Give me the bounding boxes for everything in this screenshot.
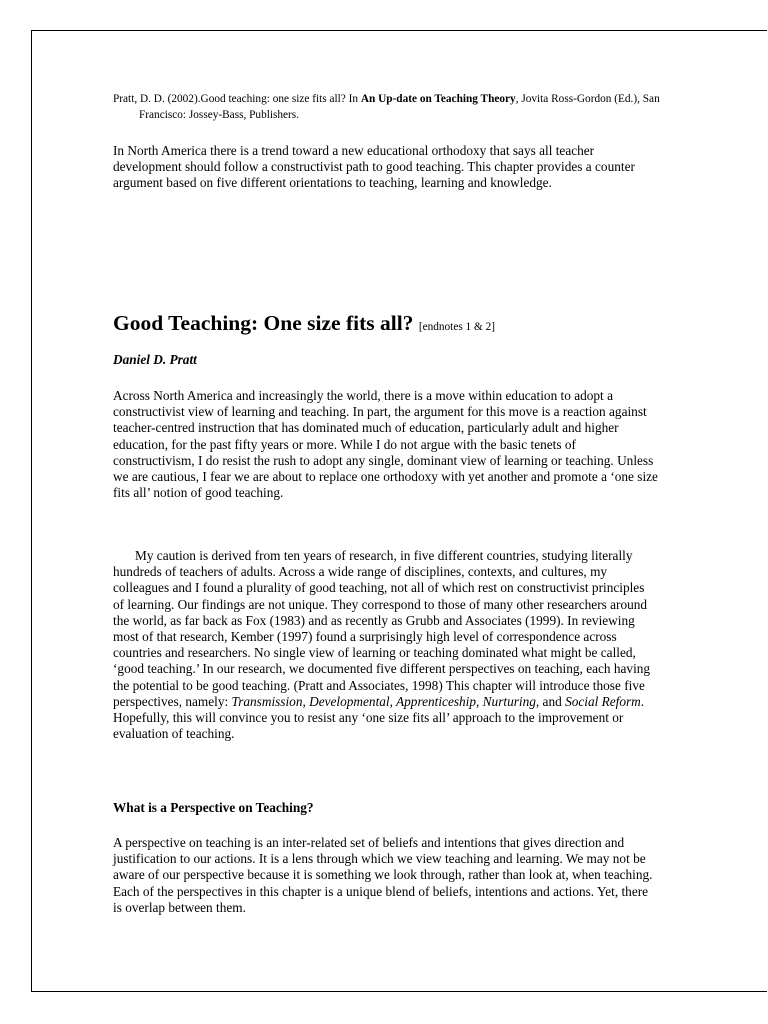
citation — [113, 92, 669, 123]
title-text: Good Teaching: One size fits all? — [113, 311, 414, 335]
perspective-social-reform: Social Reform — [565, 693, 641, 709]
body-paragraph-2 — [113, 548, 658, 742]
perspectives-list: Transmission, Developmental, Apprenticeship, Nurturing, — [231, 693, 540, 709]
intro-paragraph: In North America there is a trend toward a new educational orthodoxy that says all teacher development should follow a constructivist path to good teaching. This chapter provides a counter argument based on five different orientations to teaching, learning and knowledge. — [113, 143, 635, 191]
paragraph2-and: and — [539, 693, 566, 709]
citation-suffix: , Jovita Ross-Gordon (Ed.), San Francisco: Jossey-Bass, Publishers. — [139, 93, 660, 121]
paragraph2-ending: . Hopefully, this will convince you to resist any ‘one size fits all’ approach to the improvement or evaluation of teaching. — [113, 693, 645, 742]
body-paragraph-3: A perspective on teaching is an inter-related set of beliefs and intentions that gives direction and justification to our actions. It is a lens through which we view teaching and learning. We may not be aware of our perspective because it is something we look through, rather than look at, when teaching. Each of the perspectives in this chapter is a unique blend of beliefs, intentions and actions. Yet, there is overlap between them. — [113, 835, 653, 915]
page-title — [113, 309, 658, 341]
paragraph2-text: My caution is derived from ten years of research, in five different countries, studying literally hundreds of teachers of adults. Across a wide range of disciplines, contexts, and cultures, my colleagues and I found a plurality of good teaching, not all of which rest on constructivist principles of learning. Our findings are not unique. They correspond to those of many other researchers around the world, as far back as Fox (1983) and as recently as Grubb and Associates (1999). In reviewing most of that research, Kember (1997) found a surprisingly high level of correspondence across countries and researchers. No single view of learning or teaching dominated what might be called, ‘good teaching.’ In our research, we documented five different perspectives on teaching, each having the potential to be good teaching. (Pratt and Associates, 1998) This chapter will introduce those five perspectives, namely: — [113, 548, 651, 709]
body-paragraph-1: Across North America and increasingly the world, there is a move within education to adopt a constructivist view of learning and teaching. In part, the argument for this move is a reaction against teacher-centred instruction that has dominated much of education, particularly adult and higher education, for the past fifty years or more. While I do not argue with the basic tenets of constructivism, I do resist the rush to adopt any single, dominant view of learning or teaching. Unless we are cautious, I fear we are about to replace one orthodoxy with yet another and promote a ‘one size fits all’ notion of good teaching. — [113, 388, 658, 501]
citation-prefix: Pratt, D. D. (2002).Good teaching: one size fits all? In — [113, 93, 361, 105]
endnotes-reference: [endnotes 1 & 2] — [418, 321, 496, 333]
section-heading: What is a Perspective on Teaching? — [113, 800, 314, 815]
citation-book-title: An Up-date on Teaching Theory — [360, 93, 516, 105]
author-name: Daniel D. Pratt — [113, 352, 197, 367]
